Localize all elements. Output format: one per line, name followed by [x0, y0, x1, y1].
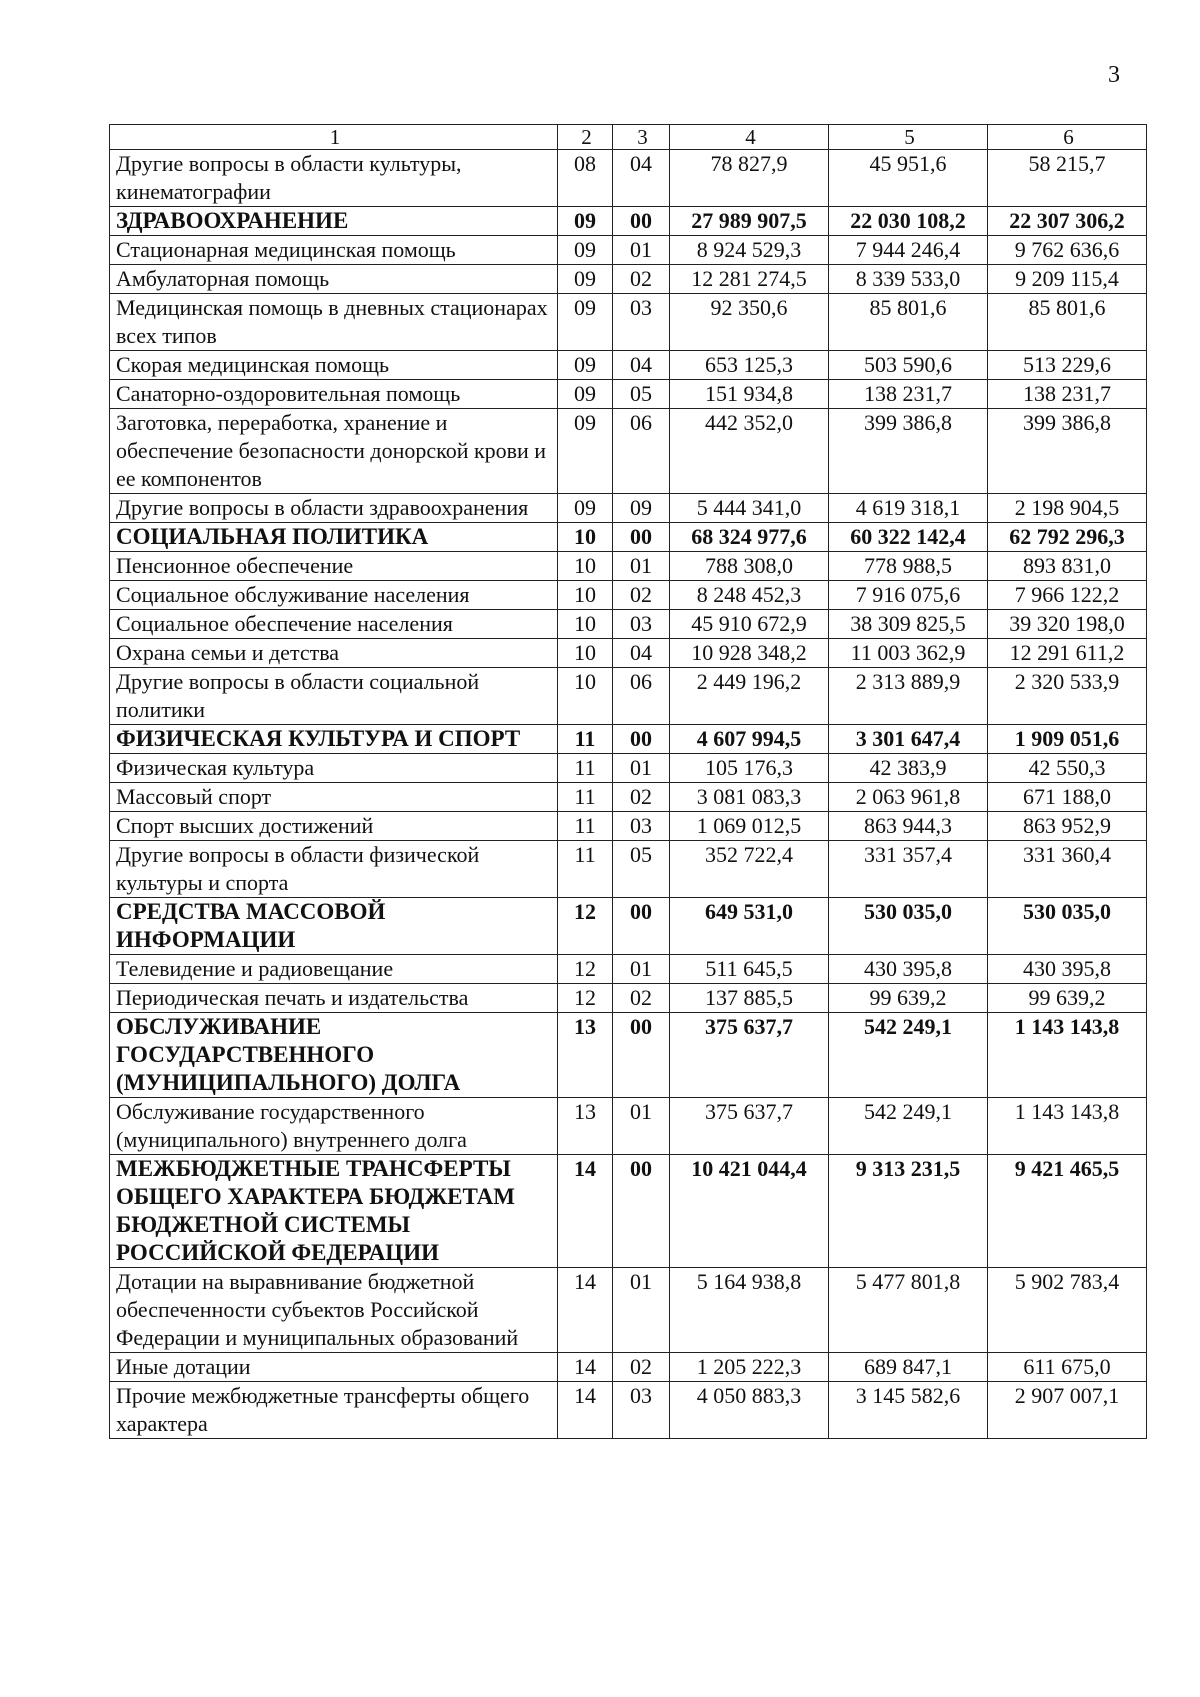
value-cell: 4 607 994,5 — [670, 725, 829, 754]
value-cell: 38 309 825,5 — [829, 610, 988, 639]
subsection-code-cell: 06 — [613, 668, 670, 725]
row-name-cell: ОБСЛУЖИВАНИЕ ГОСУДАРСТВЕННОГО (МУНИЦИПАЛЬНОГО) ДОЛГА — [110, 1013, 558, 1098]
row-name-cell: Заготовка, переработка, хранение и обеспечение безопасности донорской крови и ее компонентов — [110, 409, 558, 494]
value-cell: 92 350,6 — [670, 294, 829, 351]
value-cell: 511 645,5 — [670, 955, 829, 984]
table-row — [110, 1353, 1147, 1382]
row-name-cell: Другие вопросы в области физической культуры и спорта — [110, 841, 558, 898]
subsection-code-cell: 03 — [613, 610, 670, 639]
table-row — [110, 380, 1147, 409]
value-cell: 788 308,0 — [670, 552, 829, 581]
section-code-cell: 14 — [558, 1353, 613, 1382]
value-cell: 671 188,0 — [988, 783, 1147, 812]
value-cell: 42 383,9 — [829, 754, 988, 783]
value-cell: 39 320 198,0 — [988, 610, 1147, 639]
row-name-cell: Физическая культура — [110, 754, 558, 783]
value-cell: 1 143 143,8 — [988, 1013, 1147, 1098]
value-cell: 1 205 222,3 — [670, 1353, 829, 1382]
subsection-code-cell: 03 — [613, 812, 670, 841]
row-name-cell: Другие вопросы в области здравоохранения — [110, 494, 558, 523]
value-cell: 1 069 012,5 — [670, 812, 829, 841]
row-name-cell: Телевидение и радиовещание — [110, 955, 558, 984]
section-code-cell: 10 — [558, 523, 613, 552]
value-cell: 5 477 801,8 — [829, 1268, 988, 1353]
row-name-cell: ЗДРАВООХРАНЕНИЕ — [110, 207, 558, 236]
value-cell: 4 050 883,3 — [670, 1382, 829, 1439]
value-cell: 9 421 465,5 — [988, 1155, 1147, 1268]
value-cell: 1 143 143,8 — [988, 1098, 1147, 1155]
table-row — [110, 812, 1147, 841]
section-code-cell: 12 — [558, 984, 613, 1013]
section-code-cell: 09 — [558, 351, 613, 380]
subsection-code-cell: 01 — [613, 1098, 670, 1155]
section-code-cell: 12 — [558, 898, 613, 955]
section-code-cell: 13 — [558, 1013, 613, 1098]
value-cell: 8 248 452,3 — [670, 581, 829, 610]
section-code-cell: 10 — [558, 610, 613, 639]
row-name-cell: Охрана семьи и детства — [110, 639, 558, 668]
section-code-cell: 11 — [558, 725, 613, 754]
value-cell: 649 531,0 — [670, 898, 829, 955]
header-cell: 3 — [613, 125, 670, 150]
section-code-cell: 10 — [558, 552, 613, 581]
value-cell: 530 035,0 — [988, 898, 1147, 955]
subsection-code-cell: 00 — [613, 207, 670, 236]
value-cell: 611 675,0 — [988, 1353, 1147, 1382]
section-code-cell: 09 — [558, 207, 613, 236]
value-cell: 2 907 007,1 — [988, 1382, 1147, 1439]
value-cell: 9 313 231,5 — [829, 1155, 988, 1268]
section-code-cell: 08 — [558, 150, 613, 207]
subsection-code-cell: 02 — [613, 265, 670, 294]
table-section-row — [110, 523, 1147, 552]
value-cell: 99 639,2 — [829, 984, 988, 1013]
section-code-cell: 14 — [558, 1268, 613, 1353]
value-cell: 11 003 362,9 — [829, 639, 988, 668]
row-name-cell: ФИЗИЧЕСКАЯ КУЛЬТУРА И СПОРТ — [110, 725, 558, 754]
row-name-cell: СОЦИАЛЬНАЯ ПОЛИТИКА — [110, 523, 558, 552]
value-cell: 2 449 196,2 — [670, 668, 829, 725]
subsection-code-cell: 06 — [613, 409, 670, 494]
row-name-cell: Стационарная медицинская помощь — [110, 236, 558, 265]
value-cell: 5 164 938,8 — [670, 1268, 829, 1353]
table-row — [110, 1268, 1147, 1353]
section-code-cell: 09 — [558, 494, 613, 523]
section-code-cell: 09 — [558, 236, 613, 265]
value-cell: 151 934,8 — [670, 380, 829, 409]
value-cell: 4 619 318,1 — [829, 494, 988, 523]
value-cell: 442 352,0 — [670, 409, 829, 494]
header-cell: 1 — [110, 125, 558, 150]
row-name-cell: Социальное обслуживание населения — [110, 581, 558, 610]
value-cell: 331 357,4 — [829, 841, 988, 898]
header-cell: 4 — [670, 125, 829, 150]
table-row — [110, 1382, 1147, 1439]
value-cell: 2 198 904,5 — [988, 494, 1147, 523]
section-code-cell: 10 — [558, 639, 613, 668]
section-code-cell: 13 — [558, 1098, 613, 1155]
value-cell: 137 885,5 — [670, 984, 829, 1013]
section-code-cell: 14 — [558, 1382, 613, 1439]
value-cell: 893 831,0 — [988, 552, 1147, 581]
section-code-cell: 11 — [558, 783, 613, 812]
row-name-cell: МЕЖБЮДЖЕТНЫЕ ТРАНСФЕРТЫ ОБЩЕГО ХАРАКТЕРА БЮДЖЕТАМ БЮДЖЕТНОЙ СИСТЕМЫ РОССИЙСКОЙ ФЕДЕРАЦИИ — [110, 1155, 558, 1268]
subsection-code-cell: 03 — [613, 1382, 670, 1439]
table-row — [110, 236, 1147, 265]
subsection-code-cell: 01 — [613, 552, 670, 581]
value-cell: 7 966 122,2 — [988, 581, 1147, 610]
value-cell: 863 952,9 — [988, 812, 1147, 841]
row-name-cell: Прочие межбюджетные трансферты общего характера — [110, 1382, 558, 1439]
value-cell: 530 035,0 — [829, 898, 988, 955]
row-name-cell: Дотации на выравнивание бюджетной обеспеченности субъектов Российской Федерации и муниципальных образований — [110, 1268, 558, 1353]
row-name-cell: Социальное обеспечение населения — [110, 610, 558, 639]
value-cell: 689 847,1 — [829, 1353, 988, 1382]
table-header-row — [110, 125, 1147, 150]
value-cell: 7 944 246,4 — [829, 236, 988, 265]
value-cell: 9 209 115,4 — [988, 265, 1147, 294]
value-cell: 375 637,7 — [670, 1013, 829, 1098]
table-row — [110, 294, 1147, 351]
table-row — [110, 639, 1147, 668]
value-cell: 58 215,7 — [988, 150, 1147, 207]
section-code-cell: 09 — [558, 265, 613, 294]
row-name-cell: Периодическая печать и издательства — [110, 984, 558, 1013]
subsection-code-cell: 00 — [613, 523, 670, 552]
subsection-code-cell: 05 — [613, 380, 670, 409]
subsection-code-cell: 00 — [613, 898, 670, 955]
value-cell: 68 324 977,6 — [670, 523, 829, 552]
budget-table — [109, 124, 1147, 1439]
value-cell: 138 231,7 — [988, 380, 1147, 409]
page-number: 3 — [1108, 62, 1120, 88]
section-code-cell: 10 — [558, 668, 613, 725]
table-row — [110, 984, 1147, 1013]
table-row — [110, 668, 1147, 725]
section-code-cell: 14 — [558, 1155, 613, 1268]
value-cell: 3 301 647,4 — [829, 725, 988, 754]
row-name-cell: Медицинская помощь в дневных стационарах всех типов — [110, 294, 558, 351]
value-cell: 2 313 889,9 — [829, 668, 988, 725]
subsection-code-cell: 00 — [613, 1155, 670, 1268]
table-row — [110, 581, 1147, 610]
row-name-cell: Спорт высших достижений — [110, 812, 558, 841]
value-cell: 22 307 306,2 — [988, 207, 1147, 236]
row-name-cell: Иные дотации — [110, 1353, 558, 1382]
row-name-cell: Пенсионное обеспечение — [110, 552, 558, 581]
value-cell: 513 229,6 — [988, 351, 1147, 380]
value-cell: 85 801,6 — [988, 294, 1147, 351]
value-cell: 3 145 582,6 — [829, 1382, 988, 1439]
value-cell: 2 320 533,9 — [988, 668, 1147, 725]
value-cell: 99 639,2 — [988, 984, 1147, 1013]
table-section-row — [110, 207, 1147, 236]
table-row — [110, 783, 1147, 812]
row-name-cell: Массовый спорт — [110, 783, 558, 812]
table-row — [110, 265, 1147, 294]
subsection-code-cell: 04 — [613, 351, 670, 380]
value-cell: 542 249,1 — [829, 1013, 988, 1098]
header-cell: 5 — [829, 125, 988, 150]
table-row — [110, 409, 1147, 494]
subsection-code-cell: 03 — [613, 294, 670, 351]
table-section-row — [110, 1013, 1147, 1098]
value-cell: 12 291 611,2 — [988, 639, 1147, 668]
subsection-code-cell: 01 — [613, 955, 670, 984]
value-cell: 85 801,6 — [829, 294, 988, 351]
value-cell: 331 360,4 — [988, 841, 1147, 898]
table-section-row — [110, 725, 1147, 754]
value-cell: 12 281 274,5 — [670, 265, 829, 294]
value-cell: 7 916 075,6 — [829, 581, 988, 610]
section-code-cell: 09 — [558, 294, 613, 351]
subsection-code-cell: 05 — [613, 841, 670, 898]
subsection-code-cell: 02 — [613, 1353, 670, 1382]
section-code-cell: 10 — [558, 581, 613, 610]
value-cell: 399 386,8 — [988, 409, 1147, 494]
subsection-code-cell: 04 — [613, 150, 670, 207]
table-row — [110, 1098, 1147, 1155]
table-row — [110, 955, 1147, 984]
value-cell: 8 924 529,3 — [670, 236, 829, 265]
value-cell: 8 339 533,0 — [829, 265, 988, 294]
value-cell: 27 989 907,5 — [670, 207, 829, 236]
value-cell: 78 827,9 — [670, 150, 829, 207]
table-row — [110, 552, 1147, 581]
value-cell: 1 909 051,6 — [988, 725, 1147, 754]
value-cell: 2 063 961,8 — [829, 783, 988, 812]
table-row — [110, 841, 1147, 898]
subsection-code-cell: 02 — [613, 783, 670, 812]
row-name-cell: Обслуживание государственного (муниципального) внутреннего долга — [110, 1098, 558, 1155]
header-cell: 6 — [988, 125, 1147, 150]
value-cell: 62 792 296,3 — [988, 523, 1147, 552]
row-name-cell: Скорая медицинская помощь — [110, 351, 558, 380]
table-row — [110, 610, 1147, 639]
row-name-cell: Санаторно-оздоровительная помощь — [110, 380, 558, 409]
value-cell: 778 988,5 — [829, 552, 988, 581]
value-cell: 9 762 636,6 — [988, 236, 1147, 265]
value-cell: 542 249,1 — [829, 1098, 988, 1155]
section-code-cell: 11 — [558, 812, 613, 841]
table-row — [110, 494, 1147, 523]
value-cell: 60 322 142,4 — [829, 523, 988, 552]
value-cell: 10 421 044,4 — [670, 1155, 829, 1268]
section-code-cell: 09 — [558, 380, 613, 409]
header-cell: 2 — [558, 125, 613, 150]
value-cell: 430 395,8 — [988, 955, 1147, 984]
section-code-cell: 11 — [558, 841, 613, 898]
table-row — [110, 351, 1147, 380]
table-section-row — [110, 898, 1147, 955]
table-row — [110, 754, 1147, 783]
value-cell: 5 902 783,4 — [988, 1268, 1147, 1353]
value-cell: 352 722,4 — [670, 841, 829, 898]
subsection-code-cell: 00 — [613, 725, 670, 754]
value-cell: 105 176,3 — [670, 754, 829, 783]
value-cell: 503 590,6 — [829, 351, 988, 380]
value-cell: 10 928 348,2 — [670, 639, 829, 668]
row-name-cell: СРЕДСТВА МАССОВОЙ ИНФОРМАЦИИ — [110, 898, 558, 955]
row-name-cell: Другие вопросы в области социальной политики — [110, 668, 558, 725]
section-code-cell: 11 — [558, 754, 613, 783]
table-row — [110, 150, 1147, 207]
subsection-code-cell: 01 — [613, 236, 670, 265]
subsection-code-cell: 02 — [613, 984, 670, 1013]
value-cell: 399 386,8 — [829, 409, 988, 494]
subsection-code-cell: 01 — [613, 754, 670, 783]
subsection-code-cell: 01 — [613, 1268, 670, 1353]
subsection-code-cell: 02 — [613, 581, 670, 610]
table-section-row — [110, 1155, 1147, 1268]
value-cell: 138 231,7 — [829, 380, 988, 409]
value-cell: 863 944,3 — [829, 812, 988, 841]
subsection-code-cell: 04 — [613, 639, 670, 668]
row-name-cell: Амбулаторная помощь — [110, 265, 558, 294]
value-cell: 375 637,7 — [670, 1098, 829, 1155]
value-cell: 653 125,3 — [670, 351, 829, 380]
row-name-cell: Другие вопросы в области культуры, кинематографии — [110, 150, 558, 207]
section-code-cell: 12 — [558, 955, 613, 984]
subsection-code-cell: 00 — [613, 1013, 670, 1098]
value-cell: 45 951,6 — [829, 150, 988, 207]
value-cell: 42 550,3 — [988, 754, 1147, 783]
value-cell: 430 395,8 — [829, 955, 988, 984]
value-cell: 3 081 083,3 — [670, 783, 829, 812]
value-cell: 22 030 108,2 — [829, 207, 988, 236]
value-cell: 45 910 672,9 — [670, 610, 829, 639]
value-cell: 5 444 341,0 — [670, 494, 829, 523]
section-code-cell: 09 — [558, 409, 613, 494]
subsection-code-cell: 09 — [613, 494, 670, 523]
